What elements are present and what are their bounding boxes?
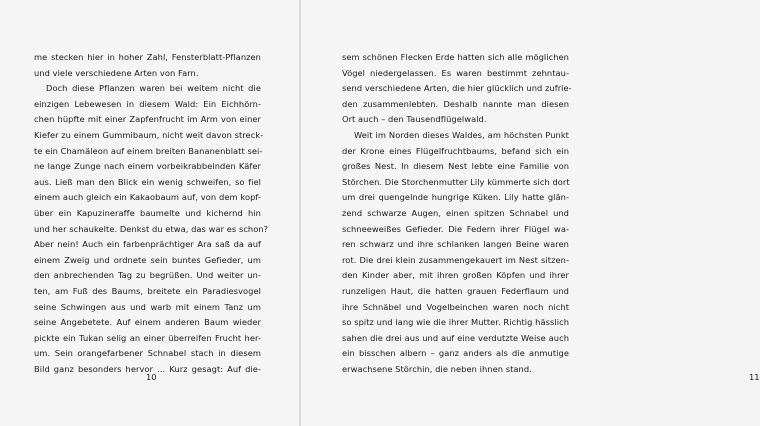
right-page-text <box>342 50 572 377</box>
text-line: über ein Kapuzineraffe baumelte und kichernd hin <box>34 207 261 218</box>
text-line: einem auch gleich ein Kakaobaum auf, von dem kopf- <box>34 192 261 203</box>
text-line: und viele verschiedene Arten von Farn. <box>34 67 199 78</box>
text-line: schneeweißes Gefieder. Die Federn ihrer Flügel wa- <box>342 223 569 234</box>
right-page <box>300 0 760 426</box>
text-line: me stecken hier in hoher Zahl, Fensterblatt-Pflanzen <box>34 52 261 62</box>
text-line: ren schwarz und ihre schlanken langen Beine waren <box>342 239 569 250</box>
page-number: 11 <box>749 372 760 382</box>
text-line: den anbrechenden Tag zu begrüßen. Und weiter un- <box>34 270 261 281</box>
text-line: aus. Ließ man den Blick ein wenig schweifen, so fiel <box>34 176 261 187</box>
text-line: um drei quengelnde hungrige Küken. Lily hatte glän- <box>342 192 569 203</box>
text-line: runzeligen Haut, die hatten grauen Federflaum und <box>342 285 569 296</box>
text-line: um. Sein orangefarbener Schnabel stach in diesem <box>34 348 261 359</box>
text-line: sem schönen Flecken Erde hatten sich alle möglichen <box>342 52 569 62</box>
text-line: so spitz und lang wie die ihrer Mutter. Richtig hässlich <box>342 317 569 328</box>
text-line: Ort auch – den Tausendflügelwald. <box>342 114 487 125</box>
text-line: einem Zweig und ordnete sein buntes Gefieder, um <box>34 254 261 265</box>
text-line: te ein Chamäleon auf einem breiten Bananenblatt sei- <box>34 145 263 156</box>
text-line: und her schaukelte. Denkst du etwa, das war es schon? <box>34 223 269 234</box>
text-line: ein bisschen albern – ganz anders als die anmutige <box>342 348 569 359</box>
text-line: Kiefer zu einem Gummibaum, nicht weit davon streck- <box>34 129 264 140</box>
text-line: Weit im Norden dieses Waldes, am höchsten Punkt <box>354 129 569 140</box>
text-line: seine Angebetete. Auf einem anderen Baum wieder <box>34 317 261 328</box>
text-line: pickte ein Tukan selig an einer überreifen Frucht her- <box>34 332 261 343</box>
text-line: zend schwarze Augen, einen spitzen Schnabel und <box>342 207 569 218</box>
text-line: Bild ganz besonders hervor … Kurz gesagt: Auf die- <box>34 363 261 374</box>
text-line: Doch diese Pflanzen waren bei weitem nicht die <box>46 83 261 94</box>
text-line: einzigen Lebewesen in diesem Wald: Ein Eichhörn- <box>34 98 261 109</box>
text-line: Vögel niedergelassen. Es waren bestimmt zehntau- <box>342 67 569 78</box>
text-line: erwachsene Störchin, die neben ihnen stand. <box>342 363 532 374</box>
page-number: 10 <box>146 372 157 382</box>
text-line: Aber nein! Auch ein farbenprächtiger Ara saß da auf <box>34 239 261 250</box>
text-line: ten, am Fuß des Baums, breitete ein Paradiesvogel <box>34 285 261 296</box>
text-line: seine Schwingen aus und warb mit einem Tanz um <box>34 301 261 312</box>
text-line: ihre Schnäbel und Vogelbeinchen waren noch nicht <box>342 301 569 312</box>
left-page <box>0 0 300 426</box>
text-line: ne lange Zunge nach einem vorbeikrabbelnden Käfer <box>34 161 261 172</box>
text-line: den Kinder aber, mit ihren großen Köpfen und ihrer <box>342 270 569 281</box>
text-line: der Krone eines Flügelfruchtbaums, befand sich ein <box>342 145 569 156</box>
text-line: rot. Die drei klein zusammengekauert im Nest sitzen- <box>342 254 569 265</box>
text-line: send verschiedene Arten, die hier glücklich und zufrie- <box>342 83 572 94</box>
text-line: chen hüpfte mit einer Zapfenfrucht im Arm von einer <box>34 114 261 125</box>
left-page-text <box>34 50 269 377</box>
text-line: sahen die drei aus und auf eine verdutzte Weise auch <box>342 332 569 343</box>
text-line: den zusammenlebten. Deshalb nannte man diesen <box>342 98 569 109</box>
text-line: großes Nest. In diesem Nest lebte eine Familie von <box>342 161 569 172</box>
text-line: Störchen. Die Storchenmutter Lily kümmerte sich dort <box>342 176 570 187</box>
